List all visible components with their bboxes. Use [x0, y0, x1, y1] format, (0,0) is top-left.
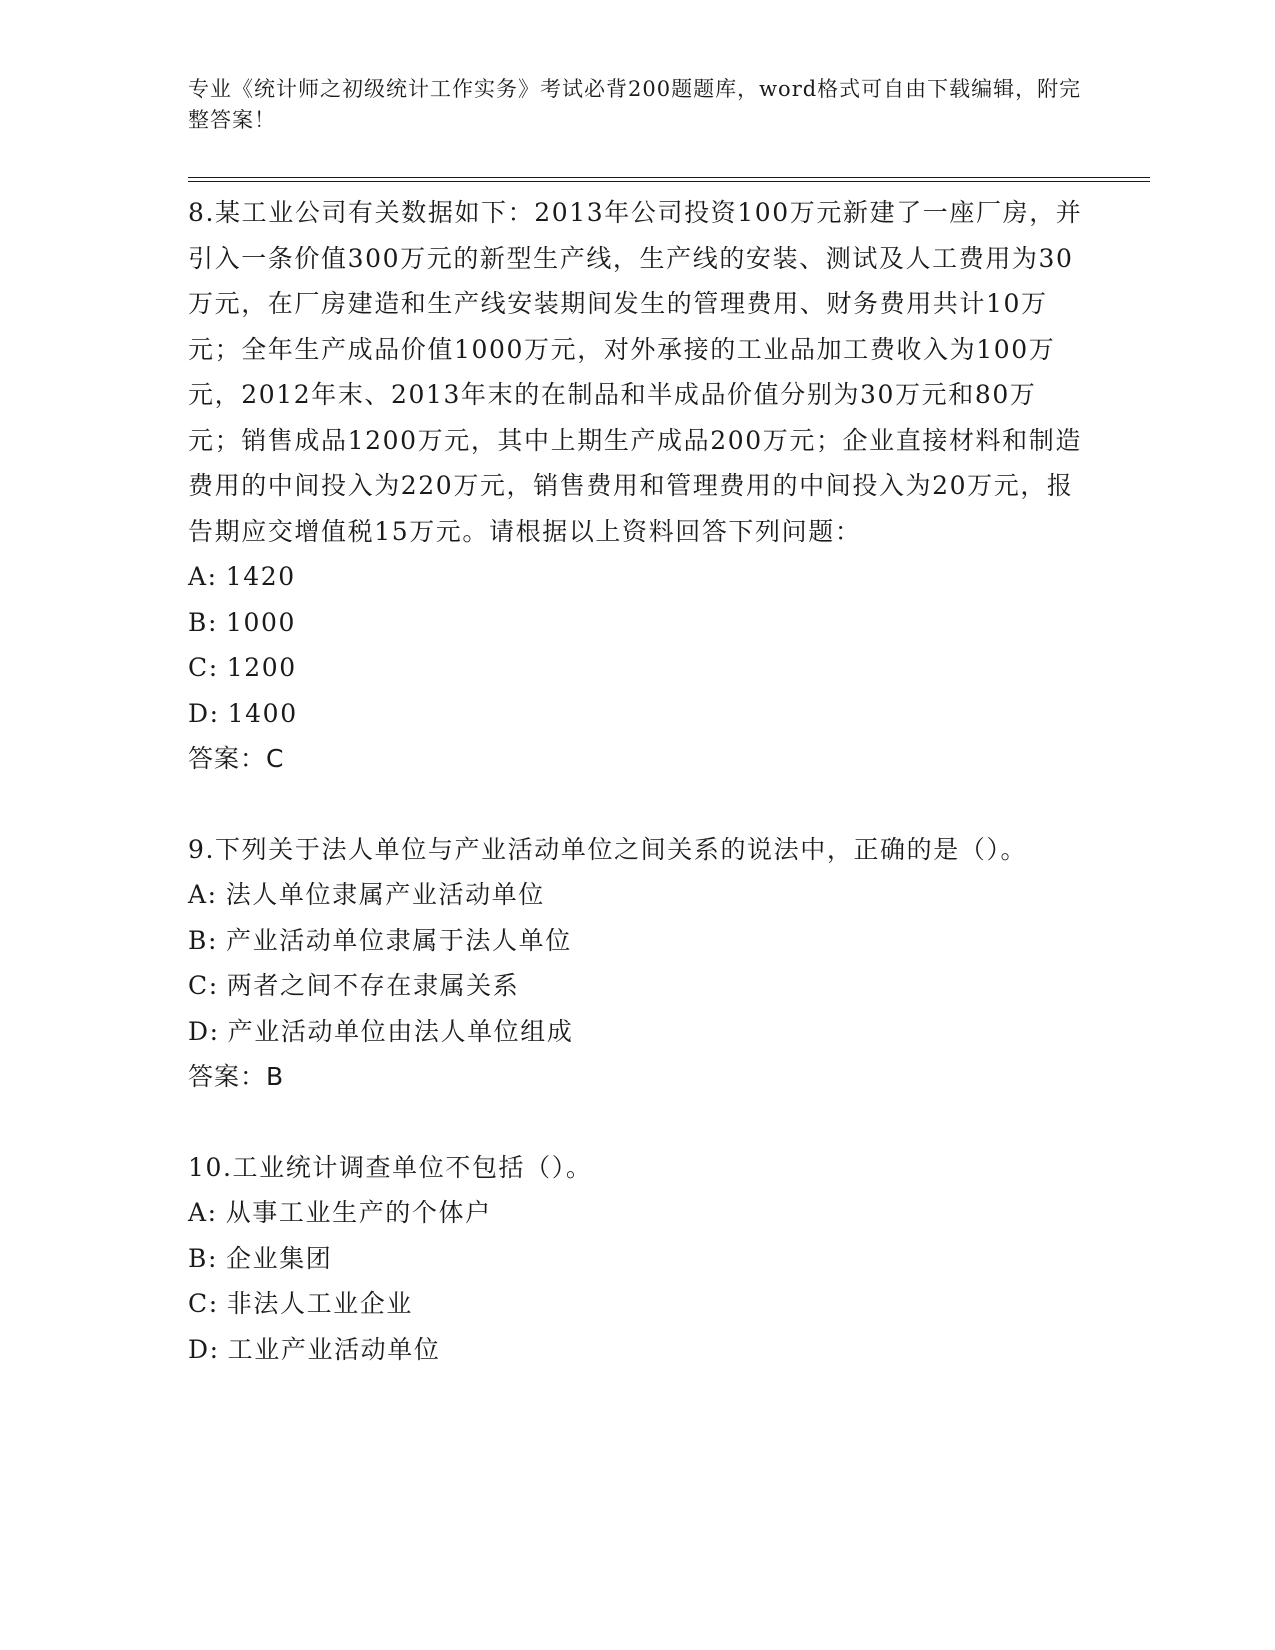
option-text: 1400: [227, 698, 298, 728]
option-text: 企业集团: [226, 1243, 333, 1273]
option-text: 产业活动单位隶属于法人单位: [226, 925, 572, 955]
option-text: 法人单位隶属产业活动单位: [225, 880, 545, 909]
option-a: [188, 554, 1088, 600]
option-c: [188, 645, 1088, 691]
option-d: [188, 1009, 1088, 1055]
option-letter: D:: [188, 1016, 220, 1046]
option-letter: A:: [188, 1198, 218, 1227]
question-spacer: [188, 1100, 1088, 1145]
option-letter: D:: [188, 698, 220, 728]
option-text: 从事工业生产的个体户: [225, 1198, 492, 1227]
option-text: 1200: [226, 653, 297, 682]
option-a: [188, 1190, 1088, 1236]
question-stem: 10.工业统计调查单位不包括（）。: [188, 1152, 593, 1182]
option-letter: D:: [188, 1334, 220, 1364]
option-b: [188, 600, 1088, 646]
question-stem: 9.下列关于法人单位与产业活动单位之间关系的说法中，正确的是（）。: [188, 834, 1028, 864]
option-a: [188, 872, 1088, 918]
option-d: [188, 691, 1088, 737]
option-text: 1000: [226, 607, 297, 637]
option-b: [188, 1236, 1088, 1282]
answer-line: 答案：B: [188, 1062, 285, 1091]
option-letter: C:: [188, 1289, 219, 1318]
header-divider-bottom: [188, 181, 1150, 182]
question-list: [188, 190, 1088, 1372]
option-letter: A:: [188, 562, 218, 591]
option-c: [188, 1281, 1088, 1327]
header-divider-top: [188, 177, 1150, 178]
option-b: [188, 918, 1088, 964]
option-d: [188, 1327, 1088, 1373]
option-text: 1420: [225, 562, 296, 591]
answer-line: 答案：C: [188, 744, 285, 773]
option-letter: A:: [188, 880, 218, 909]
document-header: 专业《统计师之初级统计工作实务》考试必背200题题库，word格式可自由下载编辑，附完整答案！: [188, 77, 1082, 132]
option-letter: B:: [188, 925, 218, 955]
option-c: [188, 963, 1088, 1009]
question-stem: 8.某工业公司有关数据如下：2013年公司投资100万元新建了一座厂房，并引入一条价值300万元的新型生产线，生产线的安装、测试及人工费用为30万元，在厂房建造和生产线安装期间发生的管理费用、财务费用共计10万元；全年生产成品价值1000万元，对外承接的工业品加工费收入为100万元，2012年末、2013年末的在制品和半成品价值分别为30万元和80万元；销售成品1200万元，其中上期生产成品200万元；企业直接材料和制造费用的中间投入为220万元，销售费用和管理费用的中间投入为20万元，报告期应交增值税15万元。请根据以上资料回答下列问题：: [188, 198, 1083, 546]
option-text: 两者之间不存在隶属关系: [226, 971, 520, 1000]
option-letter: B:: [188, 607, 218, 637]
question-8: [188, 190, 1088, 782]
option-text: 工业产业活动单位: [227, 1334, 441, 1364]
option-text: 非法人工业企业: [226, 1289, 413, 1318]
question-spacer: [188, 782, 1088, 827]
question-10: [188, 1145, 1088, 1373]
option-letter: B:: [188, 1243, 218, 1273]
question-9: [188, 827, 1088, 1100]
option-text: 产业活动单位由法人单位组成: [227, 1016, 574, 1046]
option-letter: C:: [188, 971, 219, 1000]
option-letter: C:: [188, 653, 219, 682]
